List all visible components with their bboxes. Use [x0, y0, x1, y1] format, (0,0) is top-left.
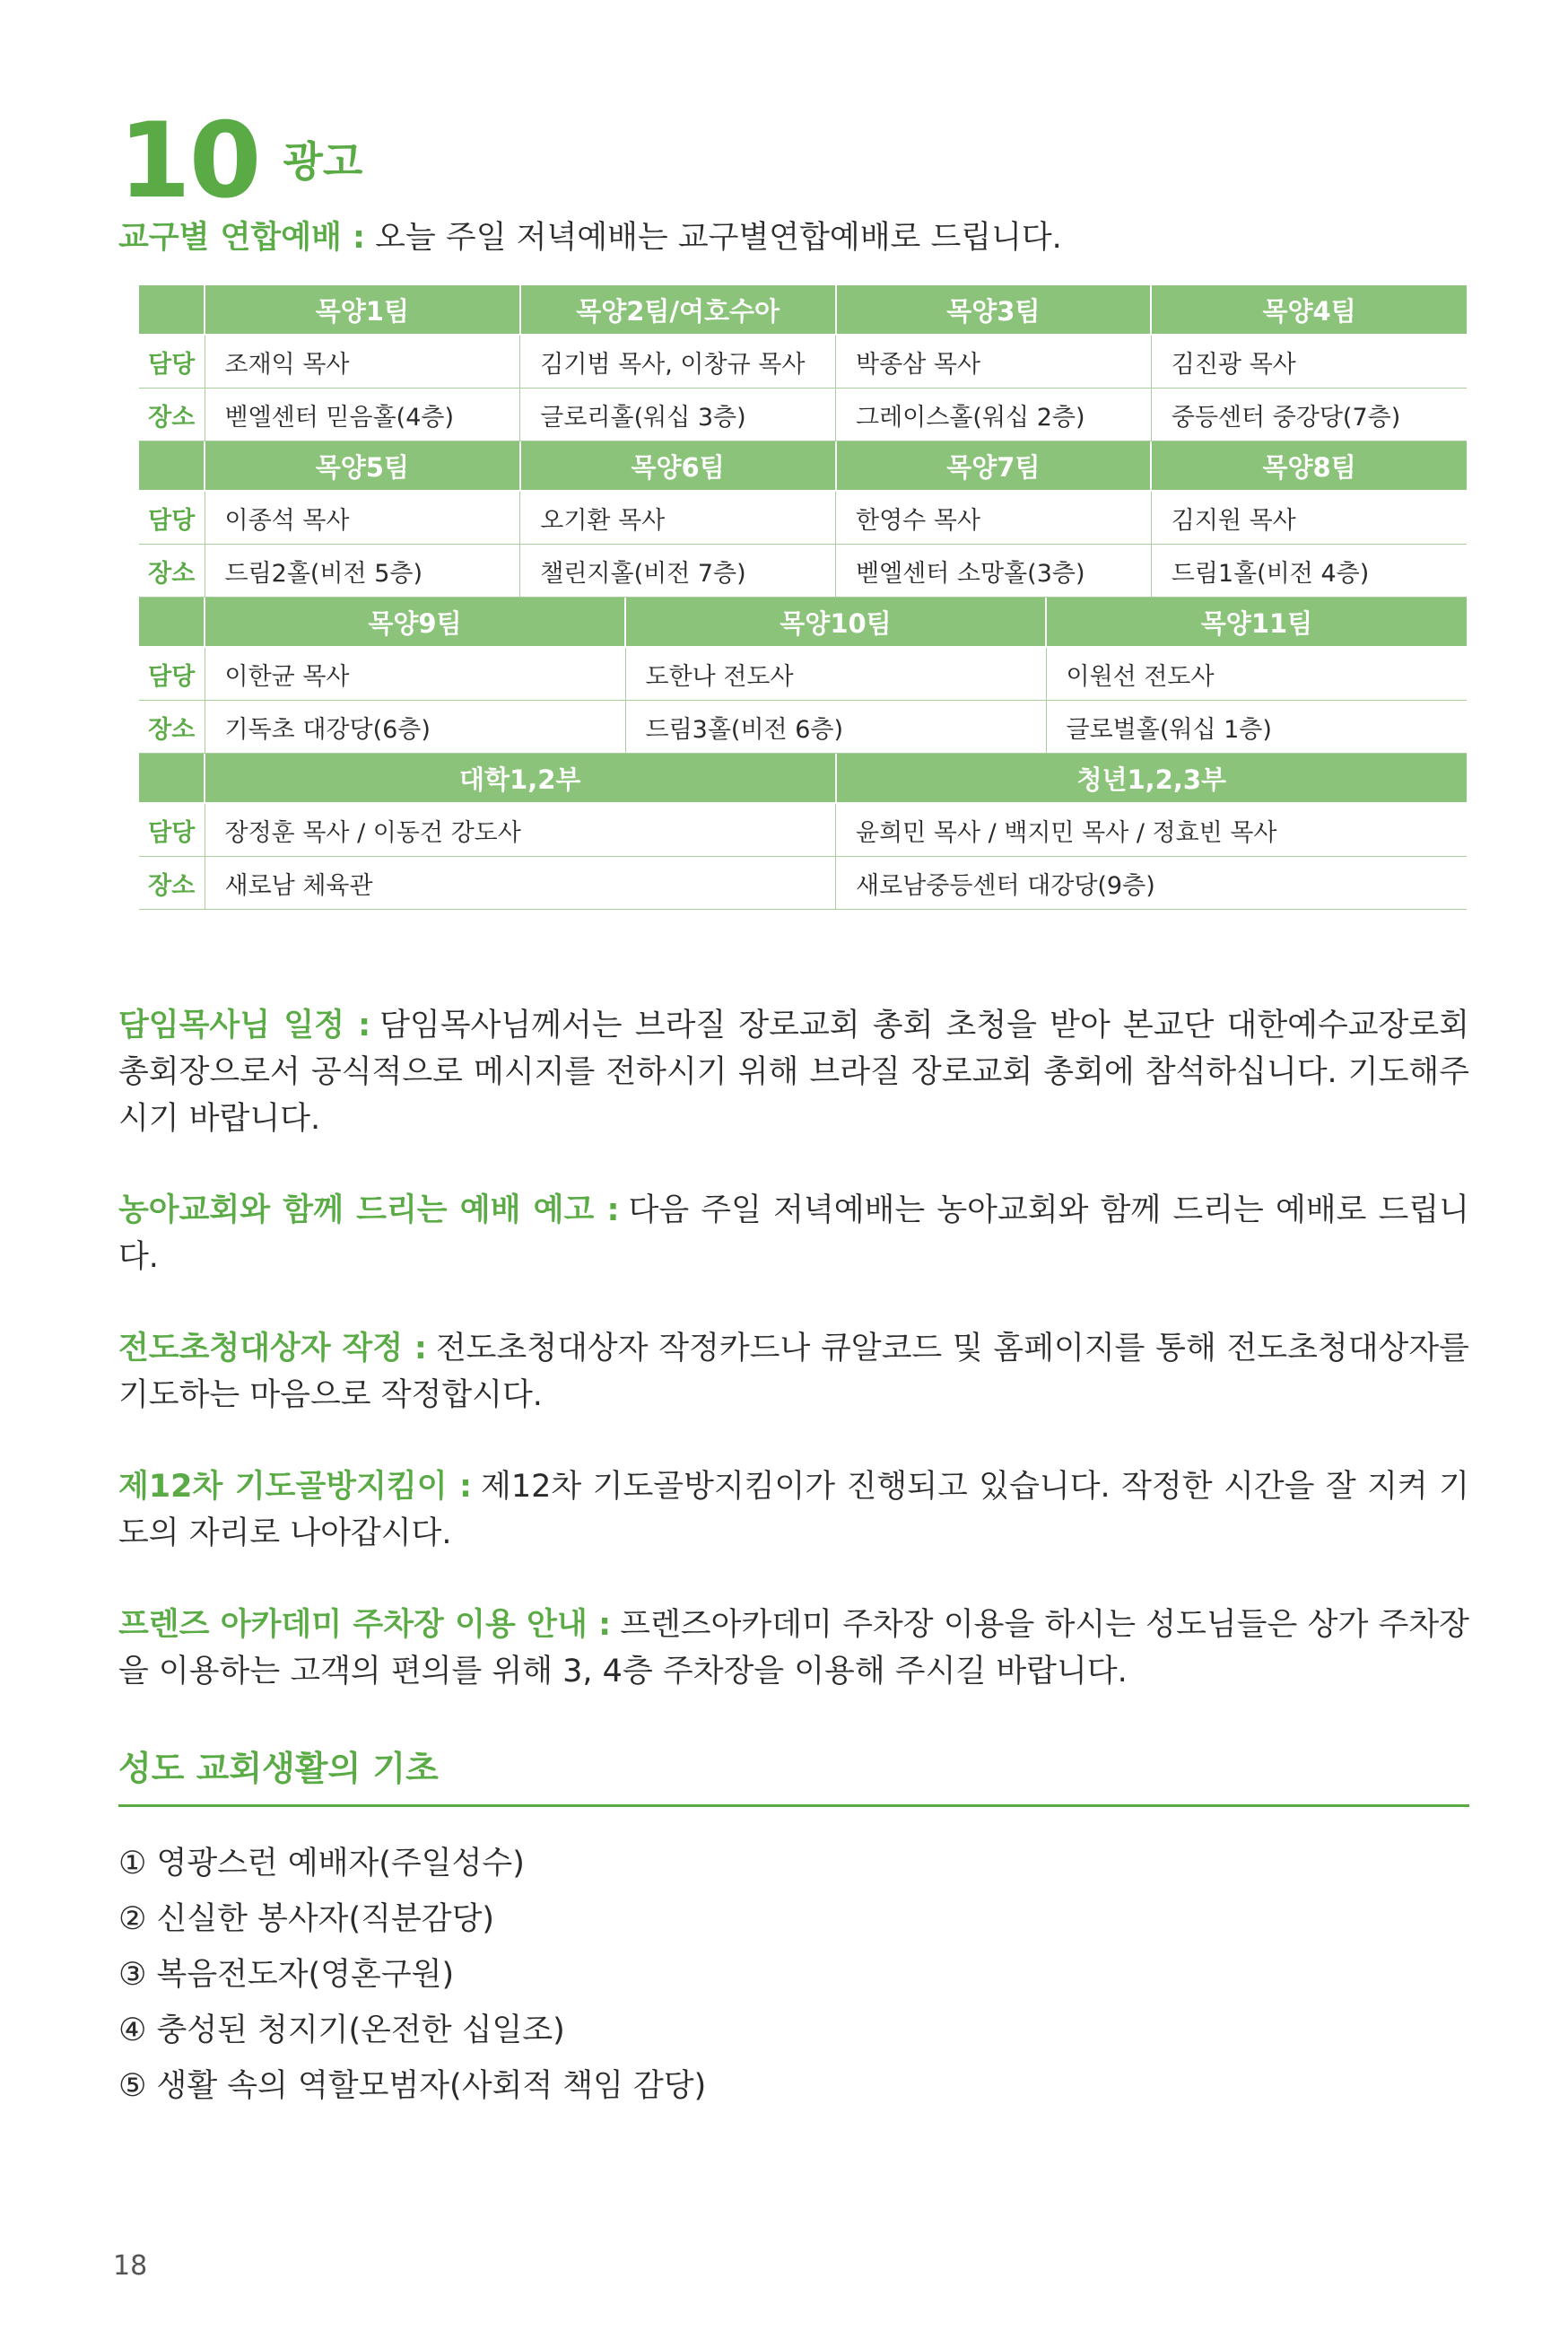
notice-text: 프렌즈아카데미 주차장 이용을 하시는 성도님들은 상가 주차장을 이용하는 고객의 편의를 위해 3, 4층 주차장을 이용해 주시길 바랍니다.	[118, 1607, 1469, 1689]
team-name: 목양9팀	[205, 598, 625, 647]
row-label-place: 장소	[139, 545, 205, 598]
list-item: ⑤ 생활 속의 역할모범자(사회적 책임 감당)	[118, 2068, 707, 2104]
team-name: 목양6팀	[520, 441, 836, 491]
team-header-row	[139, 598, 1467, 647]
notice-text: 다음 주일 저녁예배는 농아교회와 함께 드리는 예배로 드립니다.	[118, 1192, 1469, 1275]
notice-label: 농아교회와 함께 드리는 예배 예고 :	[118, 1192, 620, 1228]
row-label-manager: 담당	[139, 803, 205, 857]
basics-divider	[118, 1804, 1469, 1807]
team-place: 기독초 대강당(6층)	[205, 701, 625, 754]
notice-parking	[118, 1602, 1469, 1695]
notice-pastor-schedule	[118, 1002, 1469, 1142]
place-row	[139, 388, 1467, 441]
team-place: 글로벌홀(워십 1층)	[1046, 701, 1467, 754]
place-row	[139, 701, 1467, 754]
team-header-row	[139, 285, 1467, 335]
schedule-group-2	[139, 441, 1467, 598]
team-header-row	[139, 441, 1467, 491]
team-place: 그레이스홀(워십 2층)	[836, 388, 1152, 441]
team-place: 벧엘센터 소망홀(3층)	[836, 545, 1152, 598]
notice-deaf-church-service	[118, 1187, 1469, 1280]
intro-line	[118, 215, 1464, 260]
notice-text: 담임목사님께서는 브라질 장로교회 총회 초청을 받아 본교단 대한예수교장로회 총회장으로서 공식적으로 메시지를 전하시기 위해 브라질 장로교회 총회에 참석하십니다. 기도해주시기 바랍니다.	[118, 1008, 1469, 1137]
section-header	[118, 100, 363, 222]
notice-prayer-room	[118, 1463, 1469, 1557]
team-name: 대학1,2부	[205, 754, 836, 803]
team-name: 목양8팀	[1151, 441, 1467, 491]
intro-label: 교구별 연합예배 :	[118, 220, 366, 256]
intro-text: 오늘 주일 저녁예배는 교구별연합예배로 드립니다.	[365, 220, 1062, 256]
team-place: 새로남 체육관	[205, 857, 836, 910]
row-label-place: 장소	[139, 857, 205, 910]
team-name: 목양10팀	[625, 598, 1046, 647]
row-label-place: 장소	[139, 388, 205, 441]
team-place: 드림3홀(비전 6층)	[625, 701, 1046, 754]
list-item: ② 신실한 봉사자(직분감당)	[118, 1901, 495, 1937]
team-place: 글로리홀(워십 3층)	[520, 388, 836, 441]
row-label-manager: 담당	[139, 335, 205, 388]
row-label-manager: 담당	[139, 647, 205, 701]
schedule-table	[139, 285, 1467, 910]
team-header-row	[139, 754, 1467, 803]
schedule-group-3	[139, 598, 1467, 754]
team-name: 목양11팀	[1046, 598, 1467, 647]
team-manager: 조재익 목사	[205, 335, 520, 388]
basics-title: 성도 교회생활의 기초	[118, 1749, 439, 1788]
manager-row	[139, 335, 1467, 388]
team-name: 목양4팀	[1151, 285, 1467, 335]
team-place: 챌린지홀(비전 7층)	[520, 545, 836, 598]
team-manager: 오기환 목사	[520, 491, 836, 545]
basics-list	[118, 1836, 706, 2114]
manager-row	[139, 647, 1467, 701]
team-manager: 이원선 전도사	[1046, 647, 1467, 701]
list-item: ④ 충성된 청지기(온전한 십일조)	[118, 2012, 565, 2048]
notice-label: 프렌즈 아카데미 주차장 이용 안내 :	[118, 1607, 612, 1643]
team-place: 드림2홀(비전 5층)	[205, 545, 520, 598]
team-place: 중등센터 중강당(7층)	[1151, 388, 1467, 441]
notices	[118, 971, 1469, 1740]
section-title: 광고	[283, 137, 363, 186]
notice-evangelism-pledge	[118, 1325, 1469, 1419]
team-manager: 이한균 목사	[205, 647, 625, 701]
schedule-group-1	[139, 285, 1467, 441]
team-manager: 이종석 목사	[205, 491, 520, 545]
place-row	[139, 857, 1467, 910]
team-name: 목양7팀	[836, 441, 1152, 491]
place-row	[139, 545, 1467, 598]
team-place: 벧엘센터 믿음홀(4층)	[205, 388, 520, 441]
team-manager: 한영수 목사	[836, 491, 1152, 545]
team-manager: 김진광 목사	[1151, 335, 1467, 388]
team-name: 목양1팀	[205, 285, 520, 335]
team-manager: 박종삼 목사	[836, 335, 1152, 388]
team-manager: 김기범 목사, 이창규 목사	[520, 335, 836, 388]
notice-label: 전도초청대상자 작정 :	[118, 1331, 427, 1366]
page-number: 18	[113, 2250, 148, 2282]
section-number: 10	[118, 100, 260, 222]
team-manager: 김지원 목사	[1151, 491, 1467, 545]
team-manager: 윤희민 목사 / 백지민 목사 / 정효빈 목사	[836, 803, 1468, 857]
team-manager: 장정훈 목사 / 이동건 강도사	[205, 803, 836, 857]
notice-label: 제12차 기도골방지킴이 :	[118, 1469, 473, 1505]
team-name: 목양3팀	[836, 285, 1152, 335]
row-label-manager: 담당	[139, 491, 205, 545]
notice-text: 제12차 기도골방지킴이가 진행되고 있습니다. 작정한 시간을 잘 지켜 기도의 자리로 나아갑시다.	[118, 1469, 1469, 1551]
manager-row	[139, 803, 1467, 857]
notice-label: 담임목사님 일정 :	[118, 1008, 371, 1043]
row-label-place: 장소	[139, 701, 205, 754]
team-manager: 도한나 전도사	[625, 647, 1046, 701]
list-item: ③ 복음전도자(영혼구원)	[118, 1957, 455, 1993]
list-item: ① 영광스런 예배자(주일성수)	[118, 1846, 525, 1881]
manager-row	[139, 491, 1467, 545]
team-place: 드림1홀(비전 4층)	[1151, 545, 1467, 598]
schedule-group-4	[139, 754, 1467, 910]
team-place: 새로남중등센터 대강당(9층)	[836, 857, 1468, 910]
notice-text: 전도초청대상자 작정카드나 큐알코드 및 홈페이지를 통해 전도초청대상자를 기도하는 마음으로 작정합시다.	[118, 1331, 1469, 1413]
team-name: 목양5팀	[205, 441, 520, 491]
team-name: 목양2팀/여호수아	[520, 285, 836, 335]
team-name: 청년1,2,3부	[836, 754, 1468, 803]
